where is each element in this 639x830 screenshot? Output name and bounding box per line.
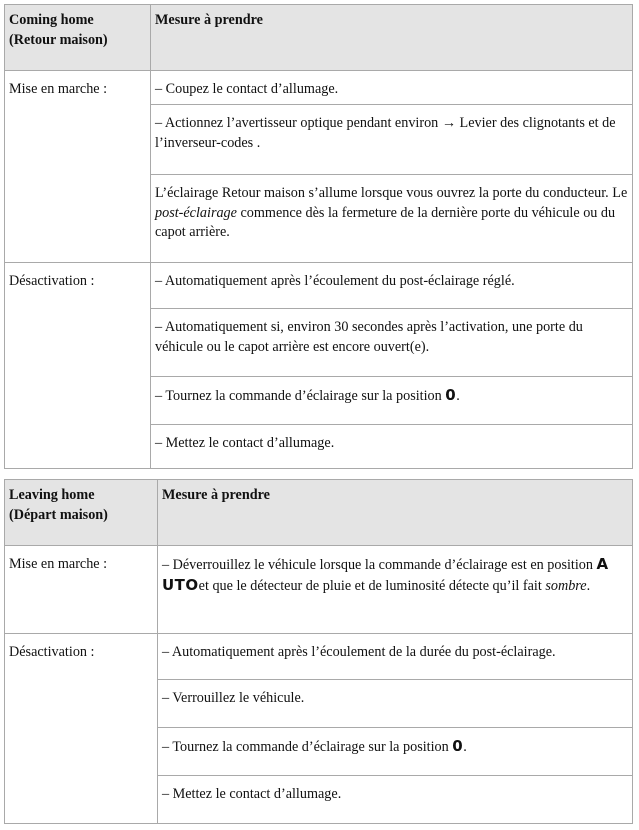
- emphasis-text: sombre: [545, 577, 587, 594]
- coming-home-subtitle: (Retour maison): [9, 31, 108, 48]
- leaving-home-activation-label: Mise en marche :: [5, 546, 158, 634]
- coming-home-activation-step-3: [151, 175, 633, 263]
- leaving-home-deactivation-label: Désactivation :: [5, 634, 158, 824]
- text-segment: .: [586, 577, 591, 594]
- coming-home-activation-label: Mise en marche :: [5, 71, 151, 263]
- coming-home-deactivation-label: Désactivation :: [5, 263, 151, 469]
- leaving-home-subtitle: (Départ maison): [9, 506, 108, 523]
- text-segment: – Tournez la commande d’éclairage sur la position: [162, 739, 453, 755]
- leaving-home-table: [4, 479, 633, 824]
- light-switch-off-symbol: 0: [452, 737, 464, 755]
- coming-home-deactivation-step-1: – Automatiquement après l’écoulement du post-éclairage réglé.: [151, 263, 633, 309]
- text-segment: – Tournez la commande d’éclairage sur la position: [155, 388, 446, 404]
- table-row: [5, 263, 633, 309]
- table-row: [5, 71, 633, 105]
- table-row: [5, 546, 633, 634]
- light-switch-off-symbol: 0: [445, 386, 457, 404]
- coming-home-deactivation-step-4: – Mettez le contact d’allumage.: [151, 425, 633, 469]
- text-segment: .: [463, 739, 467, 755]
- text-segment: commence dès la fermeture de la dernière porte du véhicule ou du capot arrière.: [155, 204, 616, 240]
- text-segment: – Déverrouillez le véhicule lorsque la commande d’éclairage est en position: [162, 557, 597, 573]
- leaving-home-title: Leaving home: [9, 487, 95, 503]
- coming-home-title: Coming home: [9, 12, 94, 28]
- leaving-home-action-header: Mesure à prendre: [158, 480, 633, 546]
- text-segment: L’éclairage Retour maison s’allume lorsque vous ouvrez la porte du conducteur. Le: [155, 185, 628, 201]
- leaving-home-deactivation-step-1: – Automatiquement après l’écoulement de la durée du post-éclairage.: [158, 634, 633, 680]
- coming-home-deactivation-step-2: – Automatiquement si, environ 30 secondes après l’activation, une porte du véhicule ou le capot arrière est encore ouvert(e).: [151, 309, 633, 377]
- coming-home-table: [4, 4, 633, 469]
- leaving-home-deactivation-step-3: [158, 728, 633, 776]
- leaving-home-deactivation-step-2: – Verrouillez le véhicule.: [158, 680, 633, 728]
- leaving-home-activation-step-1: [158, 546, 633, 634]
- text-segment: .: [456, 388, 460, 404]
- coming-home-activation-step-2: – Actionnez l’avertisseur optique pendant environ → Levier des clignotants et de l’inverseur-codes .: [151, 105, 633, 175]
- leaving-home-deactivation-step-4: – Mettez le contact d’allumage.: [158, 776, 633, 824]
- coming-home-activation-step-1: – Coupez le contact d’allumage.: [151, 71, 633, 105]
- leaving-home-header-cell: [5, 480, 158, 546]
- coming-home-deactivation-step-3: [151, 377, 633, 425]
- coming-home-header-cell: [5, 5, 151, 71]
- table-row: [5, 634, 633, 680]
- light-switch-auto-symbol: A UTO: [162, 555, 609, 594]
- coming-home-action-header: Mesure à prendre: [151, 5, 633, 71]
- text-segment: et que le détecteur de pluie et de luminosité détecte qu’il fait: [198, 577, 546, 594]
- emphasis-text: post-éclairage: [155, 204, 237, 221]
- coming-home-header-row: [5, 5, 633, 71]
- leaving-home-header-row: [5, 480, 633, 546]
